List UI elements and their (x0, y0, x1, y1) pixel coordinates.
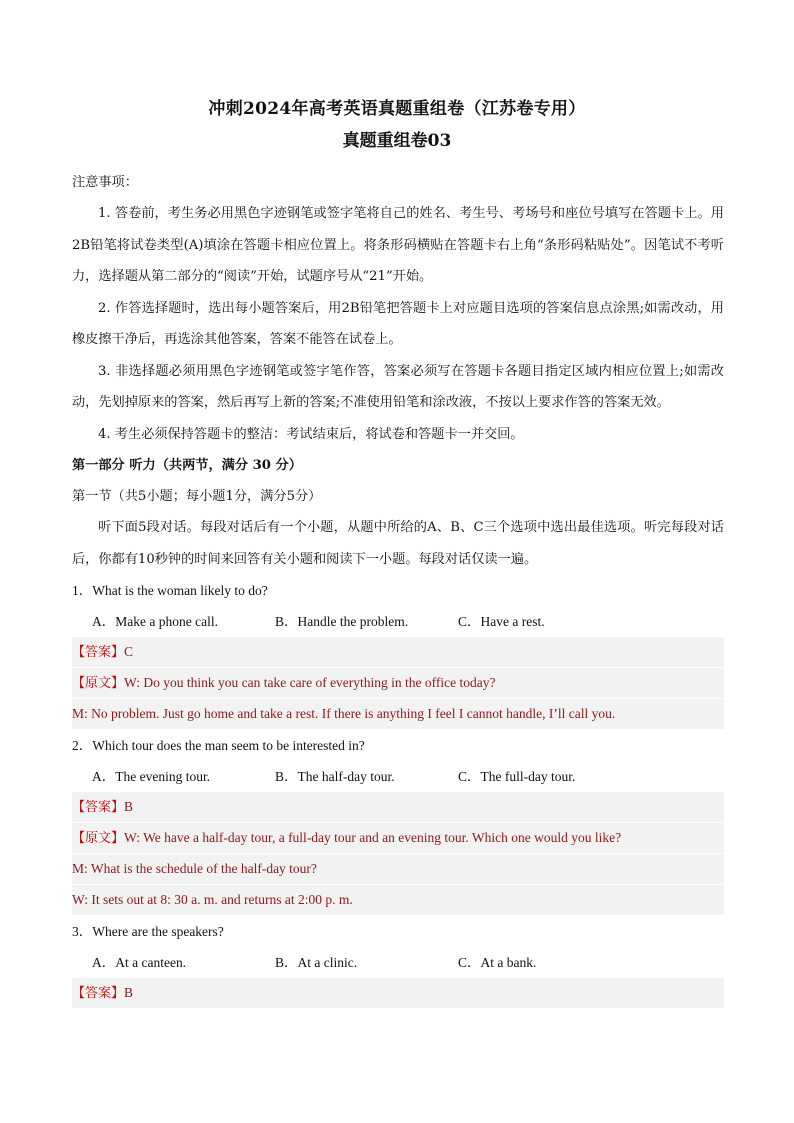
question-2-options (72, 761, 724, 792)
transcript-text: W: Do you think you can take care of everything in the office today? (124, 675, 496, 690)
notice-heading: 注意事项： (72, 175, 138, 190)
question-2-stem: 2．Which tour does the man seem to be interested in? (72, 738, 365, 753)
answer-value: B (124, 799, 134, 814)
question-2-transcript-line-1 (72, 823, 724, 854)
question-2-transcript-line-2: M: What is the schedule of the half-day tour? (72, 854, 724, 885)
question-3-option-b: B．At a clinic. (275, 955, 358, 970)
notice-item-1: 1. 答卷前，考生务必用黑色字迹钢笔或签字笔将自己的姓名、考生号、考场号和座位号填写在答题卡上。用2B铅笔将试卷类型(A)填涂在答题卡相应位置上。将条形码横贴在答题卡右上角“条形码粘贴处”。因笔试不考听力，选择题从第二部分的“阅读”开始，试题序号从“21”开始。 (72, 206, 724, 284)
question-1-option-c: C．Have a rest. (458, 614, 545, 629)
question-1-transcript-line-2: M: No problem. Just go home and take a rest. If there is anything I feel I cannot handle, I’ll call you. (72, 699, 724, 730)
question-2-option-b: B．The half-day tour. (275, 769, 395, 784)
question-3-answer (72, 978, 724, 1009)
page-title: 冲刺2024年高考英语真题重组卷（江苏卷专用） (208, 99, 586, 119)
section1-heading: 第一节（共5小题；每小题1分，满分5分） (72, 489, 322, 504)
question-2-option-c: C．The full-day tour. (458, 769, 576, 784)
answer-tag: 【答案】 (72, 645, 125, 660)
notice-item-3: 3. 非选择题必须用黑色字迹钢笔或签字笔作答，答案必须写在答题卡各题目指定区域内相应位置上;如需改动，先划掉原来的答案，然后再写上新的答案;不准使用铅笔和涂改液，不按以上要求作答的答案无效。 (72, 363, 724, 410)
question-1-options (72, 606, 724, 637)
question-3-option-c: C．At a bank. (458, 955, 537, 970)
page-subtitle: 真题重组卷03 (342, 131, 452, 151)
answer-value: C (124, 644, 134, 659)
question-2-transcript-line-3: W: It sets out at 8: 30 a. m. and returns at 2:00 p. m. (72, 885, 724, 916)
notice-item-2: 2. 作答选择题时，选出每小题答案后，用2B铅笔把答题卡上对应题目选项的答案信息点涂黑;如需改动，用橡皮擦干净后，再选涂其他答案，答案不能答在试卷上。 (72, 300, 724, 347)
answer-tag: 【答案】 (72, 986, 125, 1001)
answer-tag: 【答案】 (72, 800, 125, 815)
document-body (72, 167, 724, 1009)
question-1-answer (72, 637, 724, 668)
question-1-option-a: A．Make a phone call. (92, 614, 218, 629)
question-3-stem: 3．Where are the speakers? (72, 924, 224, 939)
transcript-text: W: We have a half-day tour, a full-day tour and an evening tour. Which one would you like? (124, 830, 622, 845)
question-3-option-a: A．At a canteen. (92, 955, 187, 970)
section1-instructions: 听下面5段对话。每段对话后有一个小题，从题中所给的A、B、C三个选项中选出最佳选项。听完每段对话后，你都有10秒钟的时间来回答有关小题和阅读下一小题。每段对话仅读一遍。 (72, 520, 724, 567)
transcript-tag: 【原文】 (72, 676, 125, 691)
notice-item-4: 4. 考生必须保持答题卡的整洁：考试结束后，将试卷和答题卡一并交回。 (98, 426, 524, 442)
question-2-option-a: A．The evening tour. (92, 769, 211, 784)
transcript-tag: 【原文】 (72, 831, 125, 846)
question-1-stem: 1．What is the woman likely to do? (72, 583, 268, 598)
part1-heading: 第一部分 听力（共两节，满分 30 分） (72, 458, 302, 473)
title-block (0, 96, 794, 154)
question-2-answer (72, 792, 724, 823)
answer-value: B (124, 985, 134, 1000)
question-3-options (72, 947, 724, 978)
question-1-option-b: B．Handle the problem. (275, 614, 409, 629)
question-1-transcript-line-1 (72, 668, 724, 699)
